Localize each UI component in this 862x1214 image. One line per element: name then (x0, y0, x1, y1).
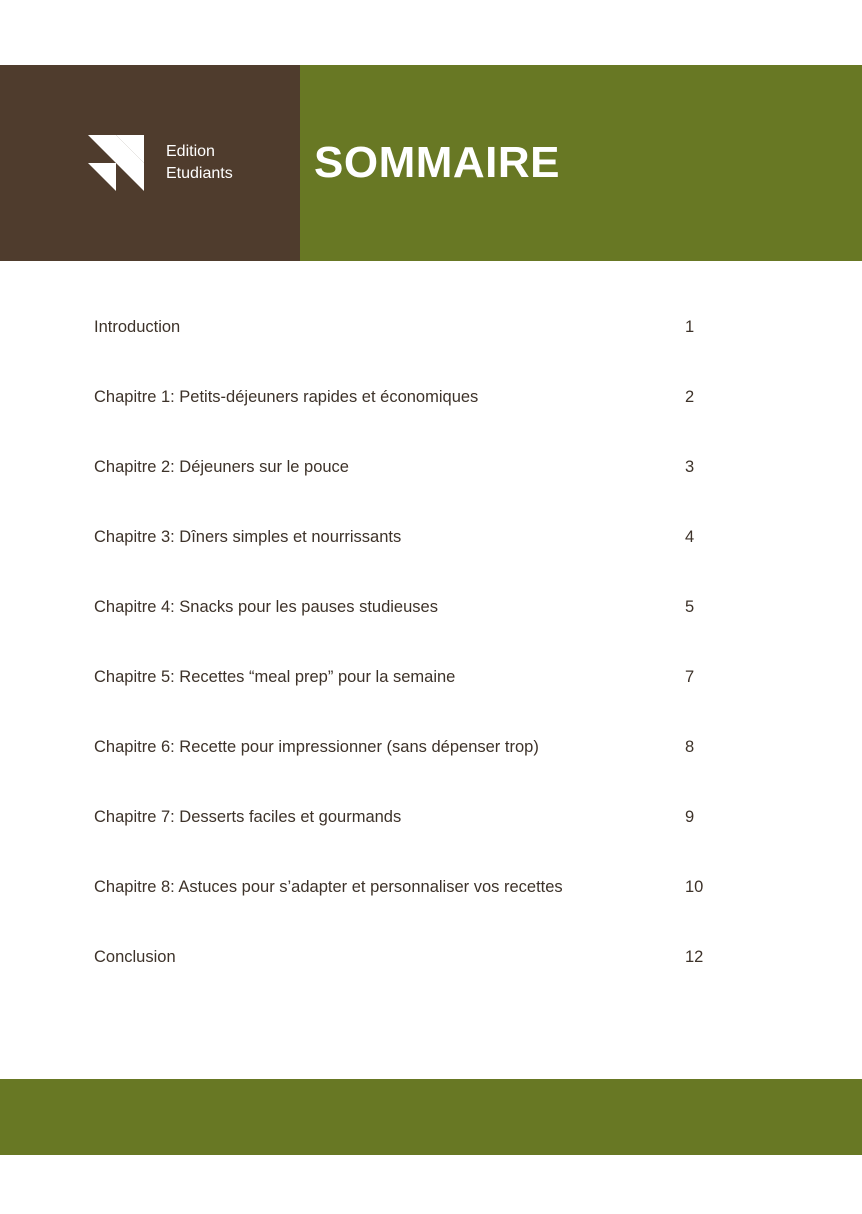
brand-text (166, 141, 233, 185)
toc-entry-page: 2 (685, 388, 695, 406)
toc-entry (94, 782, 734, 852)
toc-entry-label: Chapitre 2: Déjeuners sur le pouce (94, 458, 349, 476)
toc-entry-page: 4 (685, 528, 695, 546)
header (0, 65, 862, 261)
toc-entry-label: Chapitre 6: Recette pour impressionner (sans dépenser trop) (94, 738, 539, 756)
toc-entry-page: 7 (685, 668, 695, 686)
toc-entry-page: 10 (685, 878, 704, 896)
brand-block (0, 65, 300, 261)
toc-entry-label: Chapitre 7: Desserts faciles et gourmands (94, 808, 402, 826)
page-title: SOMMAIRE (314, 138, 560, 187)
toc-entry-page: 12 (685, 948, 704, 966)
toc-entry-page: 1 (685, 318, 695, 336)
toc-entry (94, 432, 734, 502)
toc-entry (94, 922, 734, 992)
triangle-mark-logo (88, 135, 144, 191)
brand-line-1: Edition (166, 143, 215, 160)
toc-entry (94, 502, 734, 572)
toc-entry (94, 292, 734, 362)
toc-entry-label: Conclusion (94, 948, 176, 966)
toc-entry-label: Chapitre 4: Snacks pour les pauses studieuses (94, 598, 438, 616)
toc-entry-label: Chapitre 5: Recettes “meal prep” pour la semaine (94, 668, 456, 686)
footer-band (0, 1079, 862, 1155)
toc-entry-page: 5 (685, 598, 695, 616)
toc-entry-label: Chapitre 8: Astuces pour s’adapter et personnaliser vos recettes (94, 878, 563, 896)
toc-entry (94, 642, 734, 712)
toc-entry-label: Introduction (94, 318, 181, 336)
toc-entry-page: 3 (685, 458, 695, 476)
toc-entry-label: Chapitre 3: Dîners simples et nourrissants (94, 528, 402, 546)
toc-entry-page: 9 (685, 808, 695, 826)
toc-entry-page: 8 (685, 738, 695, 756)
toc-entry (94, 572, 734, 642)
title-block (300, 65, 862, 261)
toc-entry (94, 852, 734, 922)
toc-entry (94, 712, 734, 782)
table-of-contents (94, 292, 734, 992)
brand-line-2: Etudiants (166, 165, 233, 182)
toc-entry-label: Chapitre 1: Petits-déjeuners rapides et économiques (94, 388, 479, 406)
toc-entry (94, 362, 734, 432)
